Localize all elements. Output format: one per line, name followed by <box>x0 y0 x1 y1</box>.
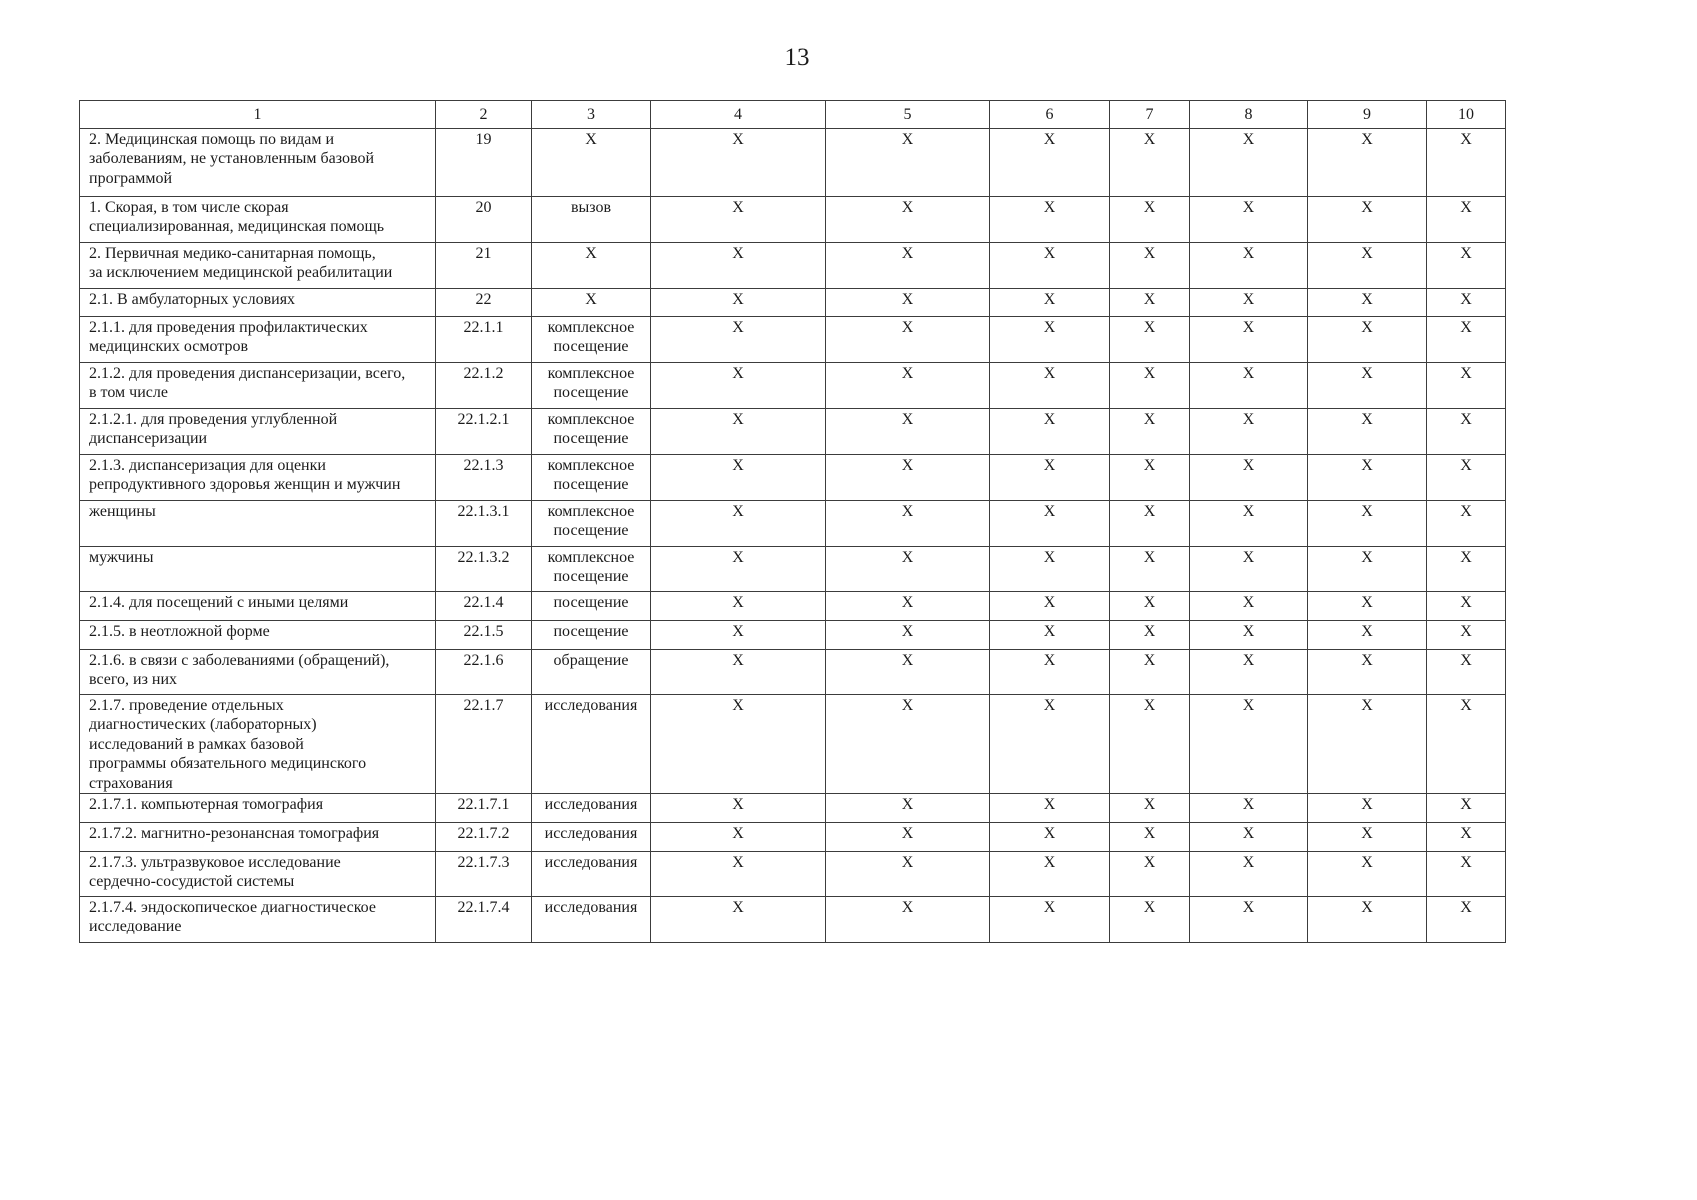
row-value-col-7: X <box>1110 650 1190 695</box>
row-value-col-9: X <box>1308 650 1427 695</box>
row-value-col-10: X <box>1427 897 1506 943</box>
column-header-4: 4 <box>651 101 826 129</box>
row-value-col-8: X <box>1190 695 1308 794</box>
row-label: 2.1.4. для посещений с иными целями <box>80 592 436 621</box>
row-value-col-6: X <box>990 794 1110 823</box>
row-value-col-5: X <box>826 547 990 592</box>
row-value-col-7: X <box>1110 363 1190 409</box>
row-label: 2. Первичная медико-санитарная помощь, за исключением медицинской реабилитации <box>80 243 436 289</box>
row-value-col-7: X <box>1110 852 1190 897</box>
row-unit: исследования <box>532 823 651 852</box>
table-row <box>80 592 1506 621</box>
row-code: 22.1.7.4 <box>436 897 532 943</box>
page-number: 13 <box>784 44 810 71</box>
row-value-col-10: X <box>1427 547 1506 592</box>
row-value-col-8: X <box>1190 409 1308 455</box>
row-label: 2.1.5. в неотложной форме <box>80 621 436 650</box>
header-row <box>80 101 1506 129</box>
row-value-col-5: X <box>826 363 990 409</box>
row-value-col-7: X <box>1110 197 1190 243</box>
row-unit: комплексное посещение <box>532 455 651 501</box>
row-unit: комплексное посещение <box>532 409 651 455</box>
table-row <box>80 289 1506 317</box>
row-value-col-6: X <box>990 289 1110 317</box>
row-unit: исследования <box>532 852 651 897</box>
row-value-col-7: X <box>1110 243 1190 289</box>
row-value-col-4: X <box>651 547 826 592</box>
row-value-col-4: X <box>651 852 826 897</box>
row-value-col-4: X <box>651 455 826 501</box>
table-row <box>80 852 1506 897</box>
column-header-7: 7 <box>1110 101 1190 129</box>
row-value-col-8: X <box>1190 289 1308 317</box>
row-value-col-7: X <box>1110 455 1190 501</box>
row-unit: вызов <box>532 197 651 243</box>
table-row <box>80 695 1506 794</box>
row-value-col-5: X <box>826 621 990 650</box>
row-value-col-9: X <box>1308 852 1427 897</box>
row-value-col-4: X <box>651 409 826 455</box>
row-value-col-4: X <box>651 197 826 243</box>
row-value-col-8: X <box>1190 243 1308 289</box>
row-value-col-9: X <box>1308 897 1427 943</box>
row-unit: X <box>532 129 651 197</box>
row-value-col-8: X <box>1190 897 1308 943</box>
row-value-col-10: X <box>1427 501 1506 547</box>
row-code: 21 <box>436 243 532 289</box>
column-header-2: 2 <box>436 101 532 129</box>
row-value-col-6: X <box>990 650 1110 695</box>
row-value-col-10: X <box>1427 592 1506 621</box>
row-code: 19 <box>436 129 532 197</box>
row-code: 22.1.4 <box>436 592 532 621</box>
row-unit: X <box>532 289 651 317</box>
column-header-9: 9 <box>1308 101 1427 129</box>
data-table <box>79 100 1506 943</box>
row-label: 2.1.6. в связи с заболеваниями (обращений), всего, из них <box>80 650 436 695</box>
table-row <box>80 409 1506 455</box>
row-code: 22.1.3 <box>436 455 532 501</box>
table-row <box>80 621 1506 650</box>
row-code: 22.1.1 <box>436 317 532 363</box>
row-value-col-10: X <box>1427 129 1506 197</box>
row-value-col-10: X <box>1427 243 1506 289</box>
row-label: 2.1.7.4. эндоскопическое диагностическое исследование <box>80 897 436 943</box>
row-value-col-6: X <box>990 592 1110 621</box>
row-value-col-6: X <box>990 501 1110 547</box>
row-value-col-4: X <box>651 592 826 621</box>
row-value-col-7: X <box>1110 289 1190 317</box>
row-value-col-7: X <box>1110 592 1190 621</box>
row-value-col-8: X <box>1190 317 1308 363</box>
column-header-3: 3 <box>532 101 651 129</box>
row-value-col-6: X <box>990 129 1110 197</box>
row-value-col-9: X <box>1308 289 1427 317</box>
row-value-col-10: X <box>1427 317 1506 363</box>
row-value-col-6: X <box>990 409 1110 455</box>
row-label: 2.1. В амбулаторных условиях <box>80 289 436 317</box>
row-code: 22.1.7.1 <box>436 794 532 823</box>
row-label: женщины <box>80 501 436 547</box>
row-value-col-5: X <box>826 197 990 243</box>
row-value-col-5: X <box>826 592 990 621</box>
row-value-col-6: X <box>990 852 1110 897</box>
row-value-col-8: X <box>1190 852 1308 897</box>
row-value-col-4: X <box>651 363 826 409</box>
row-value-col-9: X <box>1308 317 1427 363</box>
row-value-col-8: X <box>1190 129 1308 197</box>
row-value-col-9: X <box>1308 794 1427 823</box>
row-value-col-9: X <box>1308 621 1427 650</box>
row-code: 22 <box>436 289 532 317</box>
row-value-col-4: X <box>651 243 826 289</box>
column-header-5: 5 <box>826 101 990 129</box>
row-value-col-7: X <box>1110 409 1190 455</box>
row-value-col-5: X <box>826 129 990 197</box>
row-value-col-6: X <box>990 363 1110 409</box>
row-value-col-5: X <box>826 455 990 501</box>
row-unit: исследования <box>532 794 651 823</box>
row-value-col-4: X <box>651 650 826 695</box>
row-value-col-5: X <box>826 794 990 823</box>
row-code: 22.1.3.2 <box>436 547 532 592</box>
row-value-col-6: X <box>990 317 1110 363</box>
row-label: 2.1.1. для проведения профилактических медицинских осмотров <box>80 317 436 363</box>
row-value-col-4: X <box>651 897 826 943</box>
row-label: 2.1.2. для проведения диспансеризации, всего, в том числе <box>80 363 436 409</box>
row-value-col-4: X <box>651 501 826 547</box>
table-row <box>80 897 1506 943</box>
row-unit: обращение <box>532 650 651 695</box>
row-value-col-8: X <box>1190 794 1308 823</box>
row-value-col-8: X <box>1190 547 1308 592</box>
row-code: 20 <box>436 197 532 243</box>
row-value-col-8: X <box>1190 621 1308 650</box>
row-code: 22.1.5 <box>436 621 532 650</box>
row-value-col-7: X <box>1110 129 1190 197</box>
row-code: 22.1.3.1 <box>436 501 532 547</box>
row-unit: исследования <box>532 897 651 943</box>
row-value-col-5: X <box>826 317 990 363</box>
row-value-col-9: X <box>1308 129 1427 197</box>
row-value-col-9: X <box>1308 243 1427 289</box>
row-value-col-10: X <box>1427 289 1506 317</box>
row-value-col-6: X <box>990 243 1110 289</box>
row-value-col-9: X <box>1308 455 1427 501</box>
row-value-col-9: X <box>1308 823 1427 852</box>
row-code: 22.1.7.2 <box>436 823 532 852</box>
row-unit: комплексное посещение <box>532 363 651 409</box>
row-code: 22.1.6 <box>436 650 532 695</box>
row-value-col-10: X <box>1427 650 1506 695</box>
row-label: 2.1.2.1. для проведения углубленной диспансеризации <box>80 409 436 455</box>
row-value-col-6: X <box>990 547 1110 592</box>
row-unit: комплексное посещение <box>532 317 651 363</box>
row-code: 22.1.7 <box>436 695 532 794</box>
row-value-col-8: X <box>1190 455 1308 501</box>
row-value-col-5: X <box>826 823 990 852</box>
table-row <box>80 317 1506 363</box>
row-value-col-5: X <box>826 852 990 897</box>
column-header-1: 1 <box>80 101 436 129</box>
row-value-col-10: X <box>1427 455 1506 501</box>
row-value-col-10: X <box>1427 695 1506 794</box>
table-row <box>80 823 1506 852</box>
column-header-10: 10 <box>1427 101 1506 129</box>
row-value-col-4: X <box>651 794 826 823</box>
row-value-col-8: X <box>1190 501 1308 547</box>
row-code: 22.1.2.1 <box>436 409 532 455</box>
row-value-col-10: X <box>1427 197 1506 243</box>
row-value-col-10: X <box>1427 823 1506 852</box>
row-value-col-9: X <box>1308 363 1427 409</box>
row-label: 1. Скорая, в том числе скорая специализированная, медицинская помощь <box>80 197 436 243</box>
row-value-col-5: X <box>826 501 990 547</box>
row-value-col-7: X <box>1110 695 1190 794</box>
table-row <box>80 501 1506 547</box>
table-body <box>80 129 1506 943</box>
table-row <box>80 455 1506 501</box>
row-value-col-6: X <box>990 197 1110 243</box>
row-unit: посещение <box>532 592 651 621</box>
row-label: 2.1.3. диспансеризация для оценки репродуктивного здоровья женщин и мужчин <box>80 455 436 501</box>
row-value-col-9: X <box>1308 501 1427 547</box>
table-row <box>80 243 1506 289</box>
row-value-col-10: X <box>1427 363 1506 409</box>
row-value-col-4: X <box>651 621 826 650</box>
column-header-6: 6 <box>990 101 1110 129</box>
row-value-col-4: X <box>651 823 826 852</box>
row-unit: комплексное посещение <box>532 501 651 547</box>
row-unit: посещение <box>532 621 651 650</box>
row-label: 2.1.7. проведение отдельных диагностических (лабораторных) исследований в рамках базовой программы обязательного медицинского страхования <box>80 695 436 794</box>
row-label: 2. Медицинская помощь по видам и заболеваниям, не установленным базовой программой <box>80 129 436 197</box>
row-value-col-6: X <box>990 455 1110 501</box>
row-value-col-10: X <box>1427 621 1506 650</box>
row-value-col-7: X <box>1110 794 1190 823</box>
row-value-col-7: X <box>1110 897 1190 943</box>
row-value-col-4: X <box>651 695 826 794</box>
row-value-col-9: X <box>1308 592 1427 621</box>
row-value-col-6: X <box>990 823 1110 852</box>
row-value-col-7: X <box>1110 823 1190 852</box>
row-value-col-7: X <box>1110 501 1190 547</box>
row-value-col-7: X <box>1110 547 1190 592</box>
row-value-col-6: X <box>990 695 1110 794</box>
row-value-col-7: X <box>1110 621 1190 650</box>
row-value-col-8: X <box>1190 650 1308 695</box>
row-value-col-10: X <box>1427 409 1506 455</box>
row-label: 2.1.7.1. компьютерная томография <box>80 794 436 823</box>
row-value-col-4: X <box>651 317 826 363</box>
table-row <box>80 363 1506 409</box>
row-value-col-9: X <box>1308 547 1427 592</box>
row-value-col-7: X <box>1110 317 1190 363</box>
row-value-col-10: X <box>1427 852 1506 897</box>
row-value-col-6: X <box>990 897 1110 943</box>
row-value-col-8: X <box>1190 197 1308 243</box>
table-header <box>80 101 1506 129</box>
row-value-col-5: X <box>826 243 990 289</box>
table-row <box>80 129 1506 197</box>
row-value-col-5: X <box>826 650 990 695</box>
row-value-col-9: X <box>1308 197 1427 243</box>
column-header-8: 8 <box>1190 101 1308 129</box>
row-value-col-5: X <box>826 409 990 455</box>
table-row <box>80 794 1506 823</box>
row-value-col-8: X <box>1190 823 1308 852</box>
row-value-col-8: X <box>1190 592 1308 621</box>
row-code: 22.1.2 <box>436 363 532 409</box>
row-value-col-6: X <box>990 621 1110 650</box>
row-value-col-9: X <box>1308 409 1427 455</box>
row-unit: комплексное посещение <box>532 547 651 592</box>
row-code: 22.1.7.3 <box>436 852 532 897</box>
row-label: 2.1.7.3. ультразвуковое исследование сердечно-сосудистой системы <box>80 852 436 897</box>
table-row <box>80 650 1506 695</box>
table-row <box>80 197 1506 243</box>
row-label: мужчины <box>80 547 436 592</box>
row-label: 2.1.7.2. магнитно-резонансная томография <box>80 823 436 852</box>
row-unit: X <box>532 243 651 289</box>
row-value-col-4: X <box>651 289 826 317</box>
row-value-col-5: X <box>826 897 990 943</box>
row-value-col-9: X <box>1308 695 1427 794</box>
row-value-col-4: X <box>651 129 826 197</box>
row-unit: исследования <box>532 695 651 794</box>
row-value-col-5: X <box>826 695 990 794</box>
row-value-col-10: X <box>1427 794 1506 823</box>
table-row <box>80 547 1506 592</box>
row-value-col-5: X <box>826 289 990 317</box>
row-value-col-8: X <box>1190 363 1308 409</box>
